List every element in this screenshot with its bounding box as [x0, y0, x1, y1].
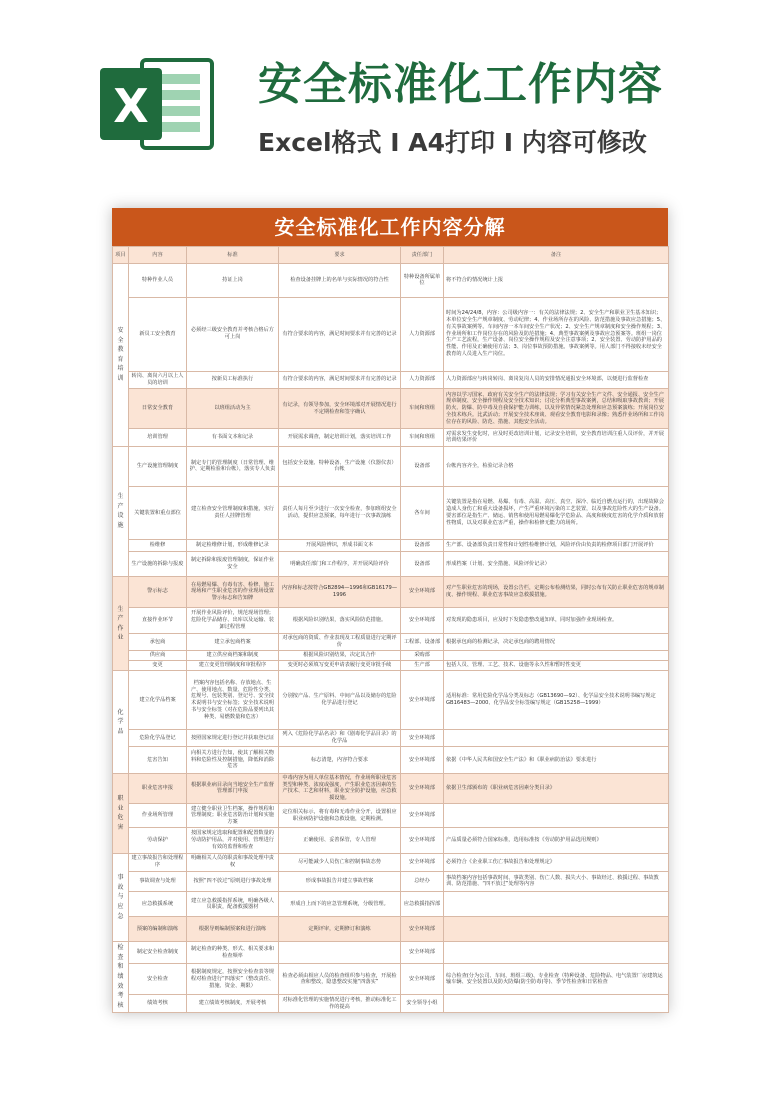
cell-dept: 安全环境部 — [401, 671, 444, 730]
page-subtitle: Excel格式 I A4打印 I 内容可修改 — [258, 128, 647, 157]
cell-content: 日常安全教育 — [129, 388, 187, 429]
column-header: 责任部门 — [401, 247, 444, 264]
cell-standard: 建立承包商档案 — [187, 633, 279, 650]
category-cell: 职业危害 — [113, 773, 129, 853]
cell-requirement: 定期评审，定期修订和演练 — [279, 917, 401, 941]
table-row — [113, 633, 669, 650]
cell-dept: 工程部、设备部 — [401, 633, 444, 650]
cell-requirement: 对标准化管理的实施情况进行考核，推动标准化工作的提高 — [279, 995, 401, 1013]
cell-standard: 根据职业病目录向当地安全生产监督管理部门申报 — [187, 773, 279, 803]
table-row — [113, 853, 669, 871]
category-cell: 检查和绩效考核 — [113, 941, 129, 1012]
cell-standard: 建立健全职业卫生档案，操作规程和管理制度；职业危害防治计划和实施方案 — [187, 804, 279, 828]
cell-standard: 按照“四不放过”原则进行事故处理 — [187, 871, 279, 891]
column-header: 项目 — [113, 247, 129, 264]
cell-standard: 制定专门的管理制度（日常管理、维护、定期检验和台帐），落实专人负责 — [187, 446, 279, 487]
cell-remark: 形成档案（计划、安全措施、风险评价记录） — [444, 551, 669, 576]
cell-requirement: 对承包商的资质、作业表现及工程质量进行定期评价 — [279, 633, 401, 650]
cell-remark: 事故档案内容包括事故时间、事故类别、伤亡人数、损失大小、事故经过、救援过程、事故教训、防范措施、“四不放过”处理等内容 — [444, 871, 669, 891]
cell-dept: 安全环境部 — [401, 773, 444, 803]
cell-remark: 依据卫生部颁布的《职业病危害因素分类目录》 — [444, 773, 669, 803]
table-row — [113, 892, 669, 917]
cell-remark — [444, 995, 669, 1013]
cell-standard: 建立绩效考核制度，开展考核 — [187, 995, 279, 1013]
cell-dept: 总经办 — [401, 871, 444, 891]
table-row — [113, 964, 669, 995]
cell-content: 安全检查 — [129, 964, 187, 995]
cell-remark: 根据承包商的检测记录，决定承包商的聘用情况 — [444, 633, 669, 650]
category-cell: 生产设施 — [113, 446, 129, 577]
cell-dept: 安全环境部 — [401, 853, 444, 871]
cell-content: 危害告知 — [129, 747, 187, 773]
cell-dept: 设备部 — [401, 551, 444, 576]
cell-remark: 生产部、设备部负责日常性和计划性检维修计划，风险评价由负责的检修项目部门开展评价 — [444, 539, 669, 551]
cell-requirement: 定位相关标示，将有毒和无毒作业分开，设置相应职业病防护设施和急救设施，定期检测。 — [279, 804, 401, 828]
column-header: 要求 — [279, 247, 401, 264]
table-row — [113, 429, 669, 446]
cell-standard: 制定检维修计划，形成维修记录 — [187, 539, 279, 551]
cell-dept: 安全环境部 — [401, 917, 444, 941]
cell-standard: 建立变更管理制度和审批程序 — [187, 661, 279, 671]
cell-content: 建立化学品档案 — [129, 671, 187, 730]
column-header: 备注 — [444, 247, 669, 264]
cell-requirement: 标志清楚，内容符合要求 — [279, 747, 401, 773]
cell-requirement: 有符合要求的内容，满足时间要求并有完善的记录 — [279, 371, 401, 388]
table-row — [113, 551, 669, 576]
page-title: 安全标准化工作内容 — [258, 59, 663, 110]
cell-requirement: 责任人每月至少进行一次安全检查，参加班组安全活动，提供应急预案，每年进行一次事故演练 — [279, 487, 401, 540]
cell-remark: 台帐内容齐全，检验记录合格 — [444, 446, 669, 487]
cell-dept: 设备部 — [401, 446, 444, 487]
table-row — [113, 828, 669, 853]
cell-content: 事故调查与处理 — [129, 871, 187, 891]
cell-content: 转岗、离岗六月以上人员的培训 — [129, 371, 187, 388]
cell-content: 应急救援系统 — [129, 892, 187, 917]
cell-content: 绩效考核 — [129, 995, 187, 1013]
cell-content: 新员工安全教育 — [129, 297, 187, 371]
cell-content: 作业场所管理 — [129, 804, 187, 828]
cell-dept: 特种设备所属单位 — [401, 264, 444, 297]
table-row — [113, 804, 669, 828]
cell-standard: 制定拆除和报废管理制度，保证作业安全 — [187, 551, 279, 576]
cell-standard: 在易燃易爆、有毒有害、检修、施工现场和产生职业危害的作业现场设置警示标志和告知牌 — [187, 577, 279, 607]
cell-content: 职业危害申报 — [129, 773, 187, 803]
cell-requirement: 有记录，有领导参加，安全环境部对开展情况进行不定期检查和签字确认 — [279, 388, 401, 429]
cell-standard: 建立应急救援指挥系统，明确各级人员职责，配备救援器材 — [187, 892, 279, 917]
cell-requirement: 根据风险识别结果，落实风险防范措施。 — [279, 607, 401, 633]
cell-content: 特种作业人员 — [129, 264, 187, 297]
cell-remark: 对需求发生变化时，应及时更改培训计划，记录安全培训，安全教育培训注重人员评价，并开展培训结果评价 — [444, 429, 669, 446]
spreadsheet-preview — [112, 208, 668, 1013]
cell-dept: 安全环境部 — [401, 730, 444, 747]
cell-standard: 明确相关人员的职责和事故处理中责权 — [187, 853, 279, 871]
cell-standard: 建立供应商档案和制度 — [187, 651, 279, 661]
cell-requirement: 形成事故报告并建立事故档案 — [279, 871, 401, 891]
cell-content: 生产设施管理制度 — [129, 446, 187, 487]
column-header: 内容 — [129, 247, 187, 264]
cell-requirement: 变更时必须填写变更申请表履行变更审批手续 — [279, 661, 401, 671]
cell-remark — [444, 804, 669, 828]
table-row — [113, 264, 669, 297]
cell-requirement: 尽可能减少人员伤亡和控制事故态势 — [279, 853, 401, 871]
cell-standard: 制定检查的种类、形式、相关要求和检查频率 — [187, 941, 279, 964]
cell-dept: 安全环境部 — [401, 747, 444, 773]
cell-standard: 以班组活动为主 — [187, 388, 279, 429]
cell-dept: 安全环境部 — [401, 804, 444, 828]
cell-requirement: 包括安全设施、特种设备、生产设施（仪器仪表）台帐 — [279, 446, 401, 487]
cell-standard: 根据导则编制预案和进行演练 — [187, 917, 279, 941]
cell-standard: 按新员工标准执行 — [187, 371, 279, 388]
cell-standard: 根据制度规定，按照安全检查表等规程对检查进行“四落实”（整改责任、措施、资金、期限） — [187, 964, 279, 995]
table-row — [113, 747, 669, 773]
cell-remark: 产品质量必须符合国家标准，选用标准按《劳动防护用品选用规则》 — [444, 828, 669, 853]
cell-requirement: 开展需求调查，制定培训计划，落实培训工作 — [279, 429, 401, 446]
cell-dept: 车间和班组 — [401, 388, 444, 429]
table-row — [113, 371, 669, 388]
cell-remark — [444, 730, 669, 747]
cell-requirement: 明确责任部门和工作程序，并开展风险评价 — [279, 551, 401, 576]
table-row — [113, 388, 669, 429]
table-header-row — [113, 247, 669, 264]
cell-content: 承包商 — [129, 633, 187, 650]
table-row — [113, 730, 669, 747]
cell-requirement: 正确使用、妥善保管，专人管理 — [279, 828, 401, 853]
table-row — [113, 917, 669, 941]
cell-standard: 建立检查安全管理制度和措施，实行责任人挂牌管理 — [187, 487, 279, 540]
cell-remark: 依据《中华人民共和国安全生产法》和《职业病防治法》要求进行 — [444, 747, 669, 773]
cell-dept: 安全领导小组 — [401, 995, 444, 1013]
cell-remark: 包括人员、管理、工艺、技术、设施等永久性和暂时性变更 — [444, 661, 669, 671]
cell-dept: 安全环境部 — [401, 577, 444, 607]
cell-content: 制定安全检查制度 — [129, 941, 187, 964]
cell-content: 预案的编制和演练 — [129, 917, 187, 941]
cell-standard: 有书面文本和记录 — [187, 429, 279, 446]
cell-remark: 必须符合《企业职工伤亡事故报告和处理规定》 — [444, 853, 669, 871]
cell-standard: 开展作业风险评价，规范现场管理；危险化学品储存、出库以及运输、装卸过程管理 — [187, 607, 279, 633]
cell-requirement: 列入《危险化学品名录》和《剧毒化学品目录》的化学品 — [279, 730, 401, 747]
cell-content: 直接作业环节 — [129, 607, 187, 633]
cell-standard: 向相关方进行告知，使其了解相关物料和危险性及控制措施，降低和消除危害 — [187, 747, 279, 773]
cell-requirement: 中毒内容为用人单位基本情况，作业场所职业危害类型和种类、浓度或强度，产生职业危害因素的生产技术、工艺和材料，职业安全防护设施，应急救援设施。 — [279, 773, 401, 803]
cell-content: 警示标志 — [129, 577, 187, 607]
cell-requirement: 有符合要求的内容，满足时间要求并有完善的记录 — [279, 297, 401, 371]
cell-remark — [444, 917, 669, 941]
cell-content: 供应商 — [129, 651, 187, 661]
cell-standard: 档案内容包括名称、存放地点、生产、使用地点、数量、危险性分类、危规号、包装类别、登记号、安全技术说明书与安全标签；安全技术说明书与安全标签（对在危险品要列出其种类、易燃数量和危害） — [187, 671, 279, 730]
content-table — [112, 246, 669, 1013]
cell-remark — [444, 651, 669, 661]
table-row — [113, 607, 669, 633]
table-row — [113, 446, 669, 487]
category-cell: 生产作业 — [113, 577, 129, 671]
table-row — [113, 297, 669, 371]
cell-dept: 采购部 — [401, 651, 444, 661]
cell-dept: 应急救援指挥部 — [401, 892, 444, 917]
cell-remark: 适用标准：常用危险化学品分类及标志（GB13690—92）、化学品安全技术说明书编写规定GB16483—2000、化学品安全标签编写规定（GB15258—1999） — [444, 671, 669, 730]
cell-requirement: 内容和标志按符合GB2894—1996和GB16179—1996 — [279, 577, 401, 607]
cell-requirement: 根据风险识别结果，决定其合作 — [279, 651, 401, 661]
cell-remark: 内容以学习国家、政府有关安全生产的法律法规；学习有关安全生产文件、安全通报、安全生产规章制度、安全操作规程及安全技术知识；讨论分析典型事故案例，总结和吸取事故教训；开展防火、防爆、防中毒及自我保护能力训练，以及异常情况紧急处理和应急预案演练；开展岗位安全技术练兵。比武活动；开展安全技术座谈、观看安全教育电影和录像；熟悉作业场所和工作岗位存在的风险、防范、措施、其他安全活动。 — [444, 388, 669, 429]
category-cell: 化学品 — [113, 671, 129, 773]
cell-dept: 车间和班组 — [401, 429, 444, 446]
cell-remark: 关键装置是指在易燃、易爆、有毒、高温、高压、真空、深冷、临近自燃点运行的，出现故障会造成人身伤亡和重大设备损坏，产生严重环境污染的工艺装置，以及事故危险性大的生产设备。要害部位是指生产、储运、销售和使用易燃易爆化学危险品、高度和极度危害的化学介质和放射性物质，以及对职业危害严重，操作和检修无能力的场所。 — [444, 487, 669, 540]
cell-dept: 安全环境部 — [401, 941, 444, 964]
cell-dept: 安全环境部 — [401, 607, 444, 633]
cell-dept: 安全环境部 — [401, 828, 444, 853]
cell-remark: 对发现的隐患项目，应及时下发隐患整改通知单，同时加强作业现场检查。 — [444, 607, 669, 633]
cell-content: 关键装置和重点部位 — [129, 487, 187, 540]
cell-content: 劳动保护 — [129, 828, 187, 853]
table-row — [113, 941, 669, 964]
cell-dept: 生产部 — [401, 661, 444, 671]
cell-standard: 按照国家规定进行登记并获取登记证 — [187, 730, 279, 747]
cell-content: 变更 — [129, 661, 187, 671]
cell-dept: 设备部 — [401, 539, 444, 551]
cell-standard: 按国家规定选取和配置和配置数量的劳动防护用品，并对使用、管理进行有效的监督和检查 — [187, 828, 279, 853]
excel-logo-icon — [98, 50, 218, 160]
cell-remark: 人力资源部应与转岗转岗、离岗复岗人员的安排情况通报安全环境部，以便进行监督检查 — [444, 371, 669, 388]
table-row — [113, 577, 669, 607]
column-header: 标准 — [187, 247, 279, 264]
cell-dept: 各车间 — [401, 487, 444, 540]
cell-standard: 必须经三级安全教育并考核合格后方可上岗 — [187, 297, 279, 371]
cell-requirement: 形成自上而下的应急管理系统，分级管理。 — [279, 892, 401, 917]
sheet-title: 安全标准化工作内容分解 — [112, 208, 668, 246]
cell-requirement: 检查设备挂牌上的名单与实际情况的符合性 — [279, 264, 401, 297]
cell-dept: 安全环境部 — [401, 964, 444, 995]
cell-remark — [444, 892, 669, 917]
cell-content: 生产设施的拆除与报废 — [129, 551, 187, 576]
category-cell: 事故与应急 — [113, 853, 129, 941]
cell-dept: 人力资源部 — [401, 371, 444, 388]
table-row — [113, 539, 669, 551]
table-row — [113, 661, 669, 671]
cell-requirement: 检查必须由相应人员的检查组织参与检查，开展检查和整改，隐患整改实施“四落实” — [279, 964, 401, 995]
table-row — [113, 487, 669, 540]
cell-requirement: 分别按产品、生产原料、中间产品以及储存的危险化学品进行登记 — [279, 671, 401, 730]
cell-remark: 将不符合的情况统计上报 — [444, 264, 669, 297]
cell-content: 危险化学品登记 — [129, 730, 187, 747]
table-row — [113, 995, 669, 1013]
cell-dept: 人力资源部 — [401, 297, 444, 371]
cell-requirement: 开展风险辨识，形成书面文本 — [279, 539, 401, 551]
table-row — [113, 651, 669, 661]
table-row — [113, 671, 669, 730]
table-row — [113, 773, 669, 803]
cell-content: 培训管理 — [129, 429, 187, 446]
logo-letter: X — [113, 79, 149, 133]
table-row — [113, 871, 669, 891]
cell-requirement — [279, 941, 401, 964]
category-cell: 安全教育培训 — [113, 264, 129, 446]
cell-standard: 持证上岗 — [187, 264, 279, 297]
cell-remark: 综合检查(分为公司、车间、班组三级)、专业检查（特种设备、危险物品、电气装置厂房建筑运输车辆、安全装置以及防火防爆(防尘防毒)等)、季节性检查和日常检查 — [444, 964, 669, 995]
cell-remark: 对产生职业危害的现场，设置公告栏，定期公布检测结果，同时公布有关防止职业危害的规章制度、操作规程、职业危害事故应急救援措施。 — [444, 577, 669, 607]
cell-remark — [444, 941, 669, 964]
cell-content: 检维修 — [129, 539, 187, 551]
cell-remark: 时间为24/24/8，内容：公司级内容一：有关的法律法规；2、安全生产和职业卫生基本知识；本单位安全生产规章制度、劳动纪律；4、作业场所存在的风险、防范措施及事故应急措施；5、有关事故案例等。车间内容一本车间安全生产状况；2、安全生产规章制度和安全操作规程；3、作业场所和工作岗位存在的风险及防范措施；4、典型事故案例及事故应急预案等。班组一岗位生产工艺流程，生产设备、岗位安全操作规程及安全注意事项；2、安全装置、劳动防护用品的性能、作用及正确使用方法；3、岗位事故预防措施。事故案例等。用人部门不得接收未经安全教育的人员进入生产岗位。 — [444, 297, 669, 371]
cell-content: 建立事故报告和处理程序 — [129, 853, 187, 871]
